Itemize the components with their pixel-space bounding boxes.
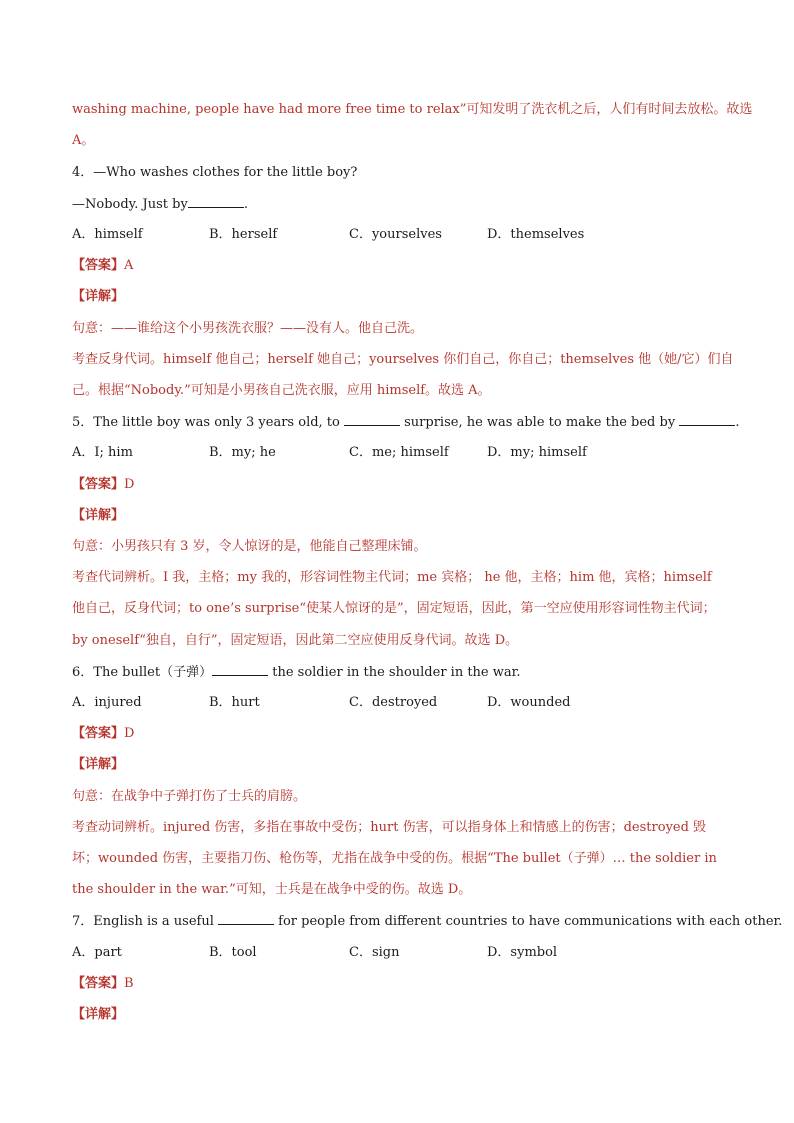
option-b: B．herself (209, 227, 278, 242)
answer-blank (679, 413, 735, 426)
options-row (0, 226, 794, 246)
stem-text: the soldier in the shoulder in the war. (272, 665, 521, 680)
answer-label: 【答案】 (72, 477, 125, 492)
answer-line (72, 725, 732, 745)
answer-blank (212, 663, 268, 676)
explanation-line: 坏；wounded 伤害，主要指刀伤、枪伤等，尤指在战争中受的伤。根据“The bullet（子弹）… the soldier in (72, 851, 717, 866)
explanation-line: A。 (72, 133, 95, 148)
explanation-line: 考查动词辨析。injured 伤害，多指在事故中受伤；hurt 伤害，可以指身体上和情感上的伤害；destroyed 毁 (72, 820, 707, 835)
question-stem (72, 195, 732, 215)
option-b: B．hurt (209, 695, 260, 710)
explanation-line: 考查代词辨析。I 我，主格；my 我的，形容词性物主代词；me 宾格； he 他，主格；him 他，宾格；himself (72, 570, 712, 585)
answer-value: B (124, 976, 134, 991)
option-b: B．tool (209, 945, 257, 960)
answer-label: 【答案】 (72, 258, 125, 273)
stem-text: . (735, 415, 740, 430)
option-a: A．injured (72, 695, 142, 710)
option-a: A．I; him (72, 445, 133, 460)
option-c: C．me; himself (349, 445, 449, 460)
detail-label-text: 【详解】 (72, 508, 125, 523)
detail-label (72, 756, 732, 776)
option-c: C．sign (349, 945, 400, 960)
detail-label (72, 1006, 732, 1026)
option-b: B．my; he (209, 445, 276, 460)
explanation-line: 考查反身代词。himself 他自己；herself 她自己；yourselves 你们自己，你自己；themselves 他（她/它）们自 (72, 352, 734, 367)
question-stem (72, 413, 740, 433)
stem-text: for people from different countries to have communications with each other. (278, 914, 783, 929)
answer-line (72, 975, 732, 995)
options-row (0, 694, 794, 714)
answer-line (72, 476, 732, 496)
option-d: D．themselves (487, 227, 585, 242)
stem-text: —Nobody. Just by (72, 197, 188, 212)
answer-blank (344, 413, 400, 426)
option-c: C．yourselves (349, 227, 442, 242)
question-stem (72, 912, 783, 932)
detail-label (72, 288, 732, 308)
explanation-line: 己。根据“Nobody.”可知是小男孩自己洗衣服，应用 himself。故选 A。 (72, 383, 491, 398)
explanation-line: 句意：小男孩只有 3 岁，令人惊讶的是，他能自己整理床铺。 (72, 539, 427, 554)
answer-value: A (124, 258, 134, 273)
answer-value: D (124, 726, 135, 741)
detail-label (72, 507, 732, 527)
question-stem (72, 663, 732, 683)
answer-blank (218, 912, 274, 925)
detail-label-text: 【详解】 (72, 1007, 125, 1022)
answer-value: D (124, 477, 135, 492)
detail-label-text: 【详解】 (72, 289, 125, 304)
question-stem: 4．—Who washes clothes for the little boy? (72, 165, 358, 180)
option-a: A．part (72, 945, 122, 960)
option-d: D．symbol (487, 945, 558, 960)
option-d: D．my; himself (487, 445, 587, 460)
detail-label-text: 【详解】 (72, 757, 125, 772)
answer-label: 【答案】 (72, 976, 125, 991)
answer-label: 【答案】 (72, 726, 125, 741)
explanation-line: by oneself“独自，自行”，固定短语，因此第二空应使用反身代词。故选 D。 (72, 633, 519, 648)
explanation-line: 句意：在战争中子弹打伤了士兵的肩膀。 (72, 789, 307, 804)
stem-text: 6．The bullet（子弹） (72, 665, 213, 680)
options-row (0, 944, 794, 964)
stem-text: 7．English is a useful (72, 914, 214, 929)
stem-text: . (243, 197, 248, 212)
explanation-line: 句意：——谁给这个小男孩洗衣服？——没有人。他自己洗。 (72, 321, 424, 336)
stem-text: 5．The little boy was only 3 years old, to (72, 415, 340, 430)
option-d: D．wounded (487, 695, 571, 710)
explanation-line: washing machine, people have had more free time to relax”可知发明了洗衣机之后，人们有时间去放松。故选 (72, 102, 753, 117)
explanation-line: the shoulder in the war.”可知，士兵是在战争中受的伤。故选 D。 (72, 882, 472, 897)
answer-line (72, 257, 732, 277)
options-row (0, 444, 794, 464)
answer-blank (188, 195, 244, 208)
option-c: C．destroyed (349, 695, 438, 710)
explanation-line: 他自己，反身代词；to one’s surprise“使某人惊讶的是”，固定短语，因此，第一空应使用形容词性物主代词； (72, 601, 716, 616)
stem-text: surprise, he was able to make the bed by (404, 415, 676, 430)
option-a: A．himself (72, 227, 143, 242)
